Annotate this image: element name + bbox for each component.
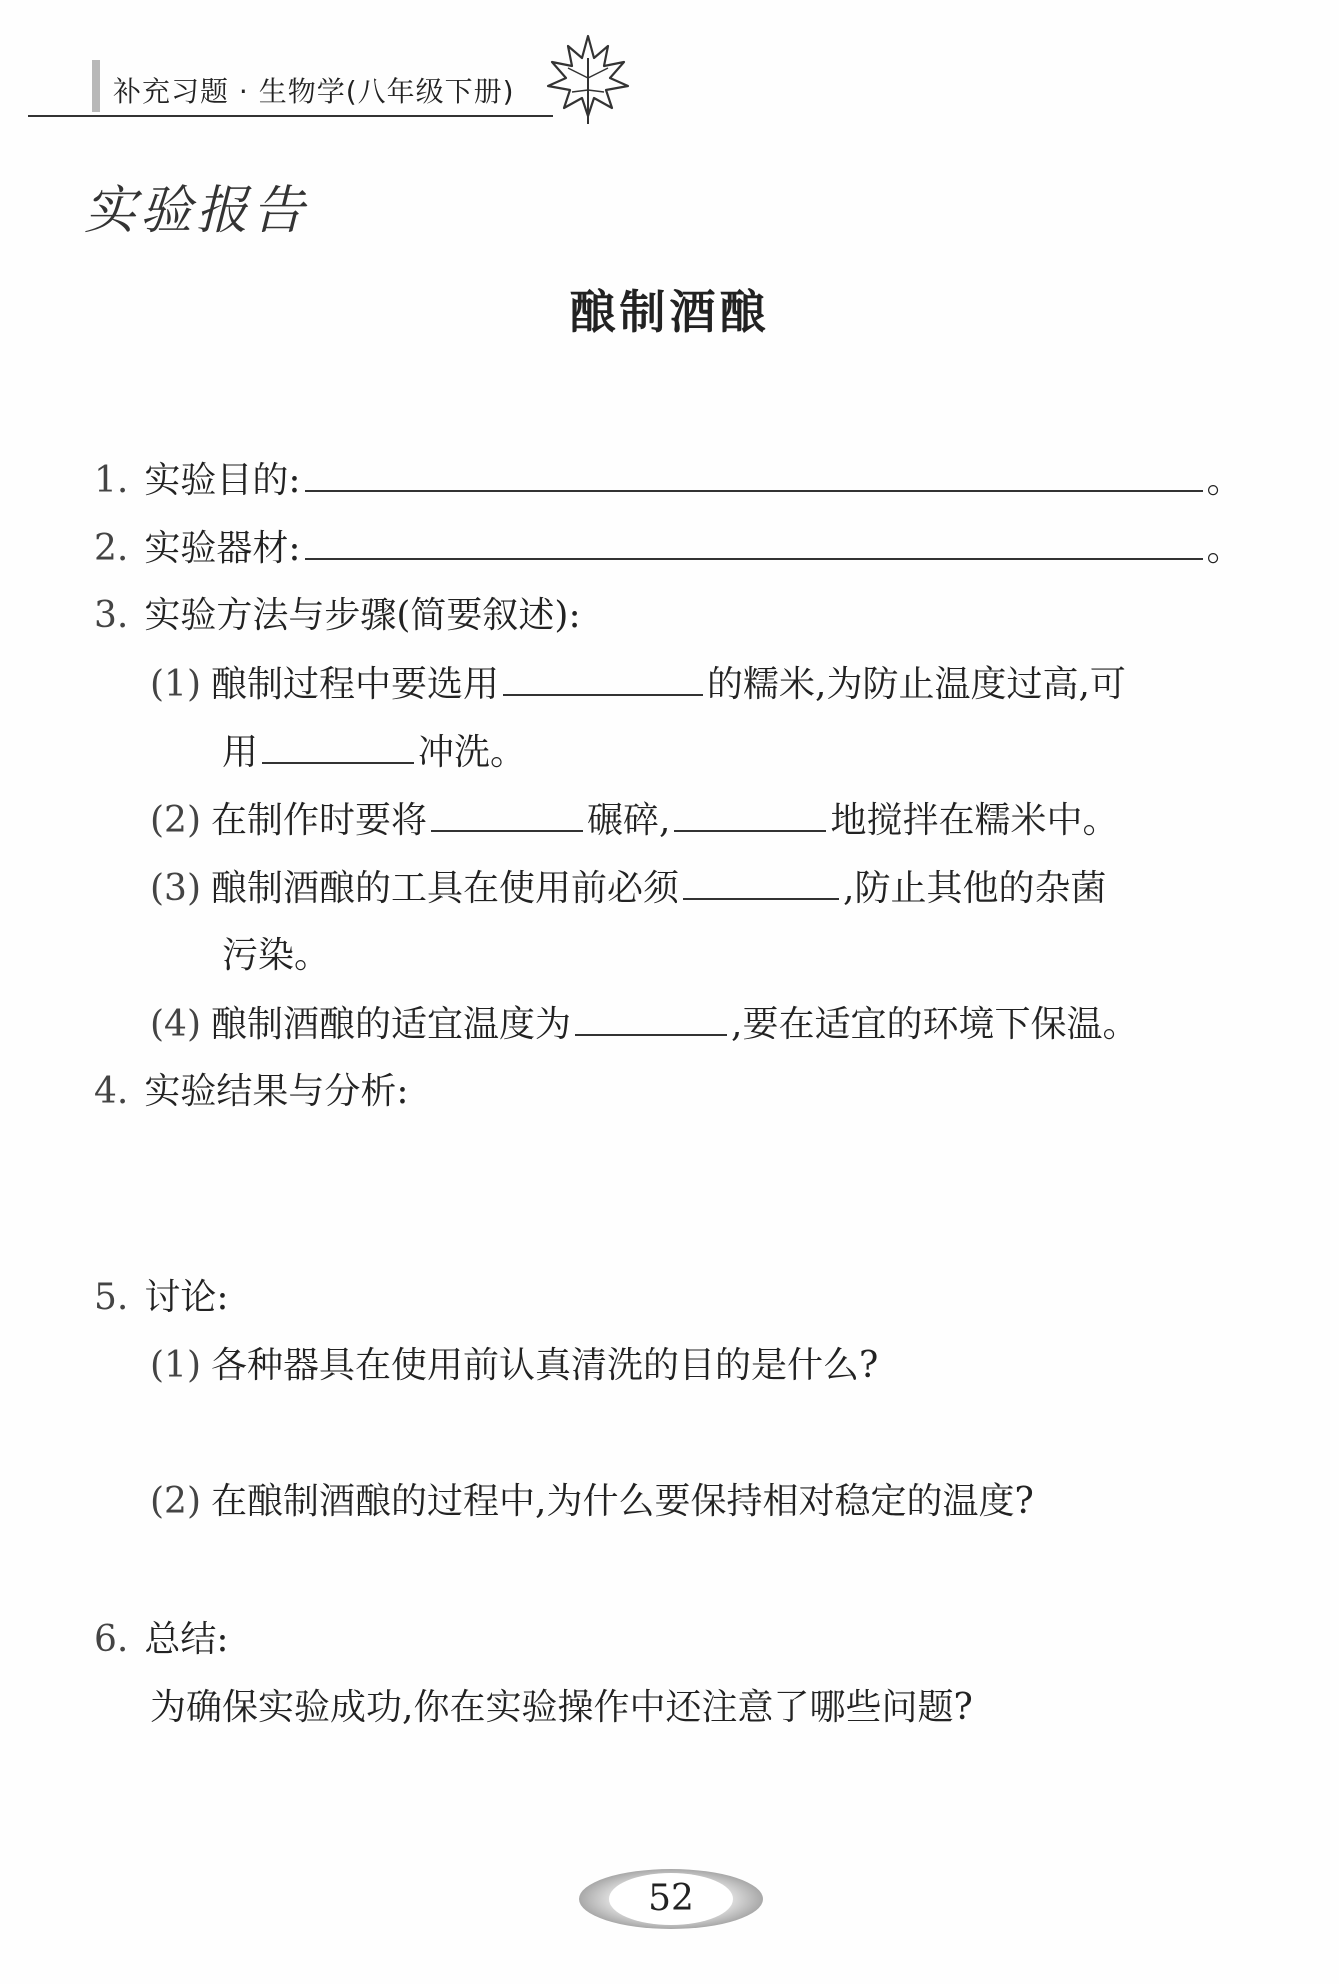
question-text: 实验目的: [144,460,301,501]
question-number: 4. [94,1071,129,1112]
header-bar [92,60,100,112]
question-text: 冲洗。 [418,732,527,773]
header-rule [28,115,553,117]
question-text: 各种器具在使用前认真清洗的目的是什么? [211,1345,879,1386]
question-4 [94,1070,409,1114]
question-text: 实验方法与步骤(简要叙述): [144,595,581,636]
question-3-3 [150,866,1106,911]
question-5 [94,1276,229,1320]
answer-blank[interactable] [575,1002,727,1036]
question-3 [94,594,581,638]
question-text: ,防止其他的杂菌 [843,868,1107,909]
maple-leaf-icon [536,28,636,128]
question-3-2 [150,798,1118,843]
answer-blank[interactable] [674,798,826,832]
question-5-1 [150,1344,878,1388]
sub-number: (4) [150,1004,201,1045]
question-text: 碾碎, [587,800,671,841]
question-end: 。 [1206,528,1243,569]
question-6 [94,1618,229,1662]
answer-blank[interactable] [683,866,839,900]
question-number: 6. [94,1619,129,1660]
question-1 [94,458,1243,503]
answer-blank[interactable] [262,730,414,764]
answer-blank[interactable] [305,526,1203,560]
question-text: ,要在适宜的环境下保温。 [731,1004,1139,1045]
question-3-1 [150,662,1126,707]
question-number: 2. [94,528,129,569]
sub-number: (1) [150,1345,201,1386]
sub-number: (1) [150,664,201,705]
answer-blank[interactable] [431,798,583,832]
header-text: 补充习题 · 生物学(八年级下册) [113,75,515,108]
main-title: 酿制酒酿 [569,285,770,339]
question-text: 实验结果与分析: [144,1071,409,1112]
answer-blank[interactable] [503,662,703,696]
answer-blank[interactable] [305,458,1203,492]
question-end: 。 [1206,460,1243,501]
question-5-2 [150,1480,1034,1524]
question-text: 总结: [144,1619,229,1660]
question-number: 3. [94,595,129,636]
sub-number: (3) [150,868,201,909]
question-text: 酿制过程中要选用 [211,664,500,705]
question-text: 实验器材: [144,528,301,569]
page-number-badge [576,1866,766,1932]
question-number: 1. [94,460,129,501]
question-text: 讨论: [144,1277,229,1318]
question-3-3-cont [222,934,330,978]
question-2 [94,526,1243,571]
question-number: 5. [94,1277,129,1318]
section-title: 实验报告 [84,181,309,241]
sub-number: (2) [150,800,201,841]
question-text: 酿制酒酿的工具在使用前必须 [211,868,680,909]
question-3-1-cont [222,730,526,775]
question-text: 在酿制酒酿的过程中,为什么要保持相对稳定的温度? [211,1481,1034,1522]
question-3-4 [150,1002,1138,1047]
question-text: 用 [222,732,259,773]
question-text: 污染。 [222,935,331,976]
question-text: 酿制酒酿的适宜温度为 [211,1004,572,1045]
sub-number: (2) [150,1481,201,1522]
page-number: 52 [648,1878,694,1919]
question-text: 地搅拌在糯米中。 [830,800,1119,841]
question-6-1 [150,1686,973,1730]
question-text: 的糯米,为防止温度过高,可 [707,664,1126,705]
question-text: 为确保实验成功,你在实验操作中还注意了哪些问题? [150,1687,973,1728]
question-text: 在制作时要将 [211,800,428,841]
